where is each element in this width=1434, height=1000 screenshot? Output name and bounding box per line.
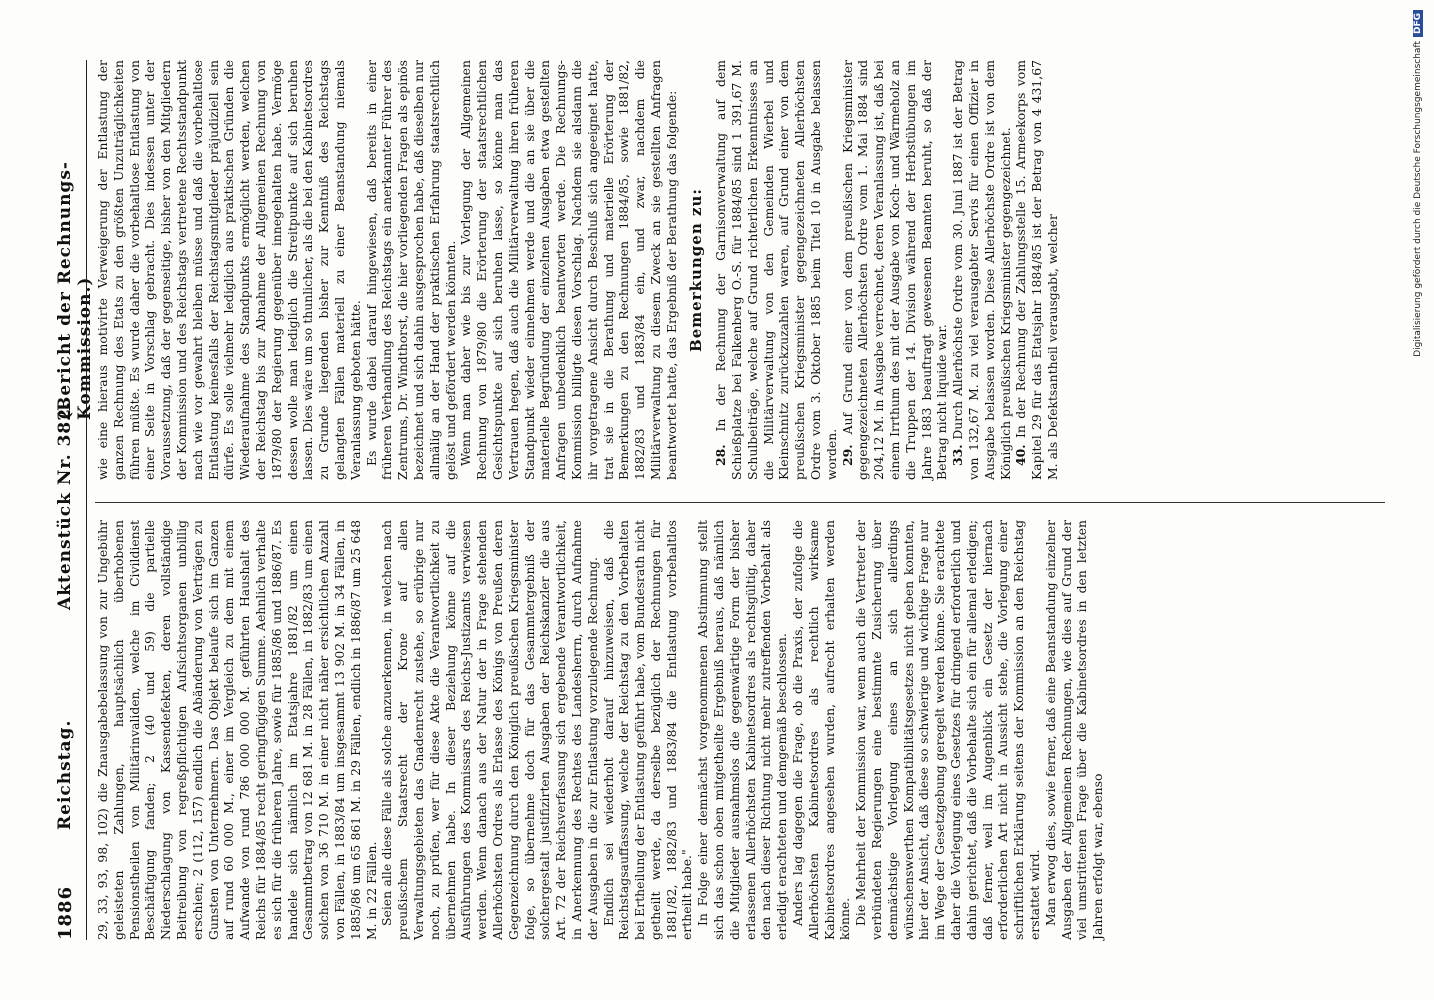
header-reichstag: Reichstag.: [55, 719, 75, 830]
paragraph: In Folge einer demnächst vorgenommenen Abstimmung stellt sich das schon oben mitgetheilte Ergebniß heraus, daß nämlich die Mitglieder ausnahmslos die gegenwärtige Form der bisher erlassenen Allerhöchsten Kabinetsordres als rechtsgültig, daher den nach dieser Richtung nicht mehr zutreffenden Vorbehalt als erledigt erachteten und demgemäß beschlossen.: [695, 520, 790, 940]
column-divider: [95, 502, 1385, 503]
remark-item: [840, 60, 951, 480]
page-header: [55, 60, 95, 940]
header-aktenstueck: Aktenstück Nr. 382.: [55, 400, 75, 610]
remarks-heading: Bemerkungen zu:: [687, 188, 706, 352]
paragraph: Man erwog dies, sowie ferner, daß eine Beanstandung einzelner Ausgaben der Allgemeinen Rechnungen, wie dies auf Grund der viel umstrittenen Frage über die Kabinetsordres in den letzten Jahren erfolgt war, ebenso: [1042, 520, 1106, 940]
header-bericht: (Bericht der Rechnungs-Kommission.): [55, 161, 95, 420]
paragraph: Die Mehrheit der Kommission war, wenn auch die Vertreter der verbündeten Regierungen eine bestimmte Zusicherung über demnächstige Vorlegung eines an sich allerdings wünschenswerthen Kompatibilitätsgesetzes nicht geben konnten, hier der Ansicht, daß diese so schwierige und wichtige Frage nur im Wege der Gesetzgebung geregelt werden könne. Sie erachtete daher die Vorlegung eines Gesetzes für dringend erforderlich und dahin gerichtet, daß die Vorbehalte sich ein für allemal erledigen; daß ferner, weil im Augenblick ein Gesetz der hiernach erforderlichen Art nicht in Aussicht stehe, die Vorlegung einer schriftlichen Erklärung seitens der Kommission an den Reichstag erstattet wird.: [853, 520, 1043, 940]
paragraph: Endlich sei wiederholt darauf hinzuweisen, daß die Reichstagsauffassung, welche der Reichstag zu den Vorbehalten bei Ertheilung der Entlastung geführt habe, vom Bundesrath nicht getheilt werde, da derselbe bezüglich der Rechnungen für 1881/82, 1882/83 und 1883/84 die Entlastung vorbehaltlos ertheilt habe.": [600, 520, 695, 940]
remark-number: 29.: [839, 444, 855, 466]
paragraph: Anders lag dagegen die Frage, ob die Praxis, der zufolge die Allerhöchsten Kabinetsordres als rechtlich wirksame Kabinetsordres angesehen wurden, aufrecht erhalten werden könne.: [790, 520, 853, 940]
page-number: 1886: [55, 885, 76, 940]
paragraph: Wenn man daher wie bis zur Vorlegung der Allgemeinen Rechnung von 1879/80 die Erörterung der staatsrechtlichen Gesichtspunkte auf sich beruhen lasse, so könne man das Vertrauen hegen, daß auch die Militärverwaltung ihren früheren Standpunkt wieder einnehmen werde und die an sie über die materielle Begründung der einzelnen Ausgaben etwa gestellten Anfragen unbedenklich beantworten werde. Die Rechnungs-Kommission billigte diesen Vorschlag. Nachdem sie alsdann die ihr vorgetragene Ansicht durch Beschluß sich angeeignet hatte, trat sie in die Berathung und materielle Erörterung der Bemerkungen zu den Rechnungen 1884/85, sowie 1881/82, 1882/83 und 1883/84 ein, und zwar, nachdem die Militärverwaltung zu diesem Zweck an sie gestellten Anfragen beantwortet hatte, das Ergebniß der Berathung das folgende:: [458, 60, 679, 480]
remark-number: 33.: [950, 444, 966, 466]
remark-item: [1013, 60, 1060, 480]
remark-text: In der Rechnung der Zahlungsstelle 15. Armeekorps vom Kapitel 29 für das Etatsjahr 1884/85 ist der Betrag von 4 431,67 M. als Defektsantheil verausgabt, welcher: [1013, 60, 1061, 480]
paragraph: 29, 33, 93, 98, 102) die Znausgabebelassung von zur Ungebühr geleisteten Zahlungen, hauptsächlich überhobenen Pensionstheilen von Militärinvaliden, welche im Civildienst Beschäftigung fanden; 2 (40 und 59) die partielle Niederschlagung von Kassendefekten, deren vollständige Beitreibung von regreßpflichtigen Aufsichtsorganen unbillig erschien; 2 (112, 157) endlich die Abänderung von Verträgen zu Gunsten von Unternehmern. Das Objekt belaufe sich im Ganzen auf rund 60 000 M., einer im Vergleich zu dem mit einem Aufwande von rund 786 000 000 M. geführten Haushalt des Reichs für 1884/85 recht geringfügigen Summe. Aehnlich verhalte es sich für die früheren Jahre, sowie für 1885/86 und 1886/87. Es handele sich nämlich im Etatsjahre 1881/82 um einen Gesammtbetrag von 12 681 M. in 28 Fällen, in 1882/83 um einen solchen von 36 710 M. in einer nicht näher ersichtlichen Anzahl von Fällen, in 1883/84 um insgesammt 13 902 M. in 34 Fällen, in 1885/86 um 65 861 M. in 29 Fällen, endlich in 1886/87 um 25 648 M. in 22 Fällen.: [95, 520, 379, 940]
remark-number: 28.: [713, 444, 729, 466]
paragraph: Seien alle diese Fälle als solche anzuerkennen, in welchen nach preußischem Staatsrecht der Krone auf allen Verwaltungsgebieten das Gnadenrecht zustehe, so erübrige nur noch, zu prüfen, wer für diese Akte die Verantwortlichkeit zu übernehmen habe. In dieser Beziehung könne auf die Ausführungen des Kommissars des Reichs-Justizamts verwiesen werden. Wenn danach aus der Natur der in Frage stehenden Allerhöchsten Ordres als Erlasse des Königs von Preußen deren Gegenzeichnung durch den Königlich preußischen Kriegsminister folge, so übernehme doch für das Gesammtergebniß der solchergestalt justifizirten Ausgaben der Reichskanzler die aus Art. 72 der Reichsverfassung sich ergebende Verantwortlichkeit, in Anerkennung des Rechtes des Landesherrn, durch Aufnahme der Ausgaben in die zur Entlastung vorzulegende Rechnung.: [379, 520, 600, 940]
paragraph: wie eine hieraus motivirte Verweigerung der Entlastung der ganzen Rechnung des Etats zu den größten Unzuträglichkeiten führen müßte. Es wurde daher die vorbehaltlose Entlastung von einer Seite in Vorschlag gebracht. Dies indessen unter der Voraussetzung, daß der gegenseitige, bisher von den Mitgliedern der Kommission und des Reichstags vertretene Rechtsstandpunkt nach wie vor gewahrt bleiben müsse und daß die vorbehaltlose Entlastung keinesfalls der Reichstagsmitglieder präjudiziell sein dürfe. Es solle vielmehr lediglich aus praktischen Gründen die Wiederaufnahme des Standpunkts ermöglicht werden, welchen der Reichstag bis zur Abnahme der Allgemeinen Rechnung von 1879/80 der Regierung gegenüber innegehalten habe. Vermöge dessen wolle man lediglich die Streitpunkte auf sich beruhen lassen. Dies wäre um so thunlicher, als die bei den Kabinetsordres zu Grunde liegenden bisher zur Kenntniß des Reichstags gelangten Fällen materiell zu einer Beanstandung niemals Veranlassung geboten hätte.: [95, 60, 363, 480]
dfg-sidebar: [1413, 10, 1427, 990]
remark-text: In der Rechnung der Garnisonverwaltung auf dem Schießplatze bei Falkenberg O.-S. für 1884/85 sind 1 391,67 M. Schulbeiträge, welche auf Grund richterlichen Erkenntnisses an die Militärverwaltung von den Gemeinden Wierbel und Kleinschnitz zurückzuzahlen waren, auf Grund einer von dem preußischen Kriegsminister gegengezeichneten Allerhöchsten Ordre vom 3. Oktober 1885 beim Titel 10 in Ausgabe belassen worden.: [713, 60, 839, 480]
paragraph: Es wurde dabei darauf hingewiesen, daß bereits in einer früheren Verhandlung des Reichstags ein anerkannter Führer des Zentrums, Dr. Windthorst, die hier vorliegenden Fragen als epinös bezeichnet und sich dahin ausgesprochen habe, daß dieselben nur allmälig an der Hand der praktischen Erfahrung staatsrechtlich gelöst und gefördert werden könnten.: [363, 60, 458, 480]
right-column: [95, 60, 1061, 480]
dfg-note: [1413, 10, 1427, 990]
dfg-note-text: Digitalisierung gefördert durch die Deutsche Forschungsgemeinschaft: [1413, 41, 1423, 357]
dfg-logo: DFG: [1413, 10, 1423, 37]
remark-number: 40.: [1013, 444, 1029, 466]
header-rule: [86, 60, 87, 940]
remark-item: [713, 60, 839, 480]
remark-text: Durch Allerhöchste Ordre vom 30. Juni 1887 ist der Betrag von 132,67 M. zu viel verausgabter Servis für einen Offizier in Ausgabe belassen worden. Diese Allerhöchste Ordre ist von dem Königlich preußischen Kriegsminister gegengezeichnet.: [950, 60, 1013, 480]
remark-item: [950, 60, 1013, 480]
left-column: [95, 520, 1106, 940]
remark-text: Auf Grund einer von dem preußischen Kriegsminister gegengezeichneten Allerhöchsten Ordre vom 1. Mai 1884 sind 204,12 M. in Ausgabe verrechnet, deren Veranlassung ist, daß bei einem Irrthum des mit der Ausgabe von Koch- und Wärmeholz an die Truppen der 14. Division während der Herbstübungen im Jahre 1883 beauftragt gewesenen Beamten beruht, so daß der Betrag nicht liquide war.: [839, 60, 950, 480]
